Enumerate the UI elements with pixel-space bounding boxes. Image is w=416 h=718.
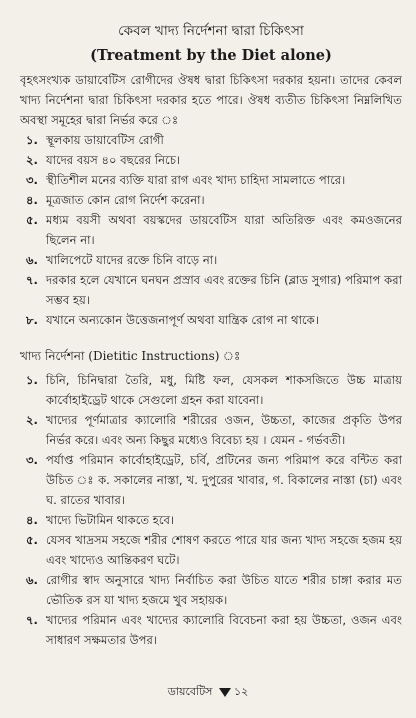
instructions-list (20, 370, 402, 650)
list-item: ৪. খাদ্যে ভিটামিন থাকতে হবে। (26, 513, 175, 527)
list-item: ৬. রোগীর স্বাদ অনুসারে খাদ্য নির্বাচিত করা উচিত যাতে শরীর চাঙ্গা করার মত ভৌতিক রস যা খাদ্য হজমে খুব সহায়ক। (26, 573, 402, 607)
list-item: ৮. যখানে অন্যকোন উত্তেজনাপূর্ণ অথবা যান্ত্রিক রোগ না থাকে। (26, 313, 319, 327)
list-item: ৭. খাদ্যের পরিমান এবং খাদ্যের ক্যালোরি বিবেচনা করা হয় উচ্চতা, ওজন এবং সাধারণ সক্ষমতার উপর। (26, 613, 402, 647)
list-item: ১. চিনি, চিনিদ্বারা তৈরি, মধু, মিষ্টি ফল, যেসকল শাকসজিতে উচ্চ মাত্রায় কার্বোহাইড্রেট থাকে সেগুলো গ্রহন করা যাবেনা। (26, 373, 402, 407)
list-item: ৭. দরকার হলে যেখানে ঘনঘন প্রস্রাব এবং রক্তের চিনি (ব্লাড সুগার) পরিমাপ করা সম্ভব হয়। (26, 273, 402, 307)
list-item: ৫. যেসব খাদ্রসম সহজে শরীর শোষণ করতে পারে যার জন্য খাদ্য সহজে হজম হয় এবং খাদ্যেও আন্তিকরণ ঘটে। (26, 533, 402, 567)
list-item: ২. যাদের বয়স ৪০ বছরের নিচে। (26, 153, 181, 167)
list-item: ১. স্থূলকায় ডায়াবেটিস রোগী (26, 133, 164, 147)
list-item: ৬. খালিপেটে যাদের রক্তে চিনি বাড়ে না। (26, 253, 218, 267)
conditions-list (20, 130, 402, 330)
intro-paragraph: বৃহৎসংখ্যক ডায়াবেটিস রোগীদের ঔষধ দ্বারা চিকিৎসা দরকার হয়না। তাদের কেবল খাদ্য নির্দেশনা দ্বারা চিকিৎসা দরকার হতে পারে। ঔষধ ব্যতীত চিকিৎসা নিম্নলিখিত অবস্থা সমূহের দ্বারা নির্ভর করে ঃ (20, 73, 402, 127)
footer-book-title: ডায়বেটিস (167, 685, 213, 698)
triangle-marker-icon (219, 688, 231, 697)
dietitic-section-title: খাদ্য নির্দেশনা (Dietitic Instructions) ঃ (20, 349, 241, 363)
list-item: ৫. মধ্যম বয়সী অথবা বয়স্কদের ডায়বেটিস যারা অতিরিক্ত এবং কমওজনের ছিলেন না। (26, 213, 402, 247)
page-title-english: (Treatment by the Diet alone) (90, 47, 332, 64)
page-number: ১২ (233, 685, 249, 698)
page-footer (0, 683, 416, 702)
list-item: ৩. স্থীতিশীল মনের ব্যক্তি যারা রাগ এবং খাদ্য চাহিদা সামলাতে পারে। (26, 173, 346, 187)
page-title-bengali: কেবল খাদ্য নির্দেশনা দ্বারা চিকিৎসা (118, 23, 304, 39)
list-item: ২. খাদ্যের পূর্ণমাত্রার ক্যালোরি শরীরের ওজন, উচ্চতা, কাজের প্রকৃতি উপর নির্ভর করে। এবং অন্য কিছুর মধ্যেও বিবেচ্য হয় । যেমন - গর্ভবতী। (26, 413, 402, 447)
list-item: ৪. মূত্রজাত কোন রোগ নির্দেশ করেনা। (26, 193, 205, 207)
list-item: ৩. পর্যাপ্ত পরিমান কার্বোহাইড্রেট, চর্বি, প্রটিনের জন্য পরিমাপ করে বন্টিত করা উচিত ঃ ক. সকালের নাস্তা, খ. দুপুরের খাবার, গ. বিকালের নাস্তা (চা) এবং ঘ. রাতের খাবার। (26, 453, 402, 507)
